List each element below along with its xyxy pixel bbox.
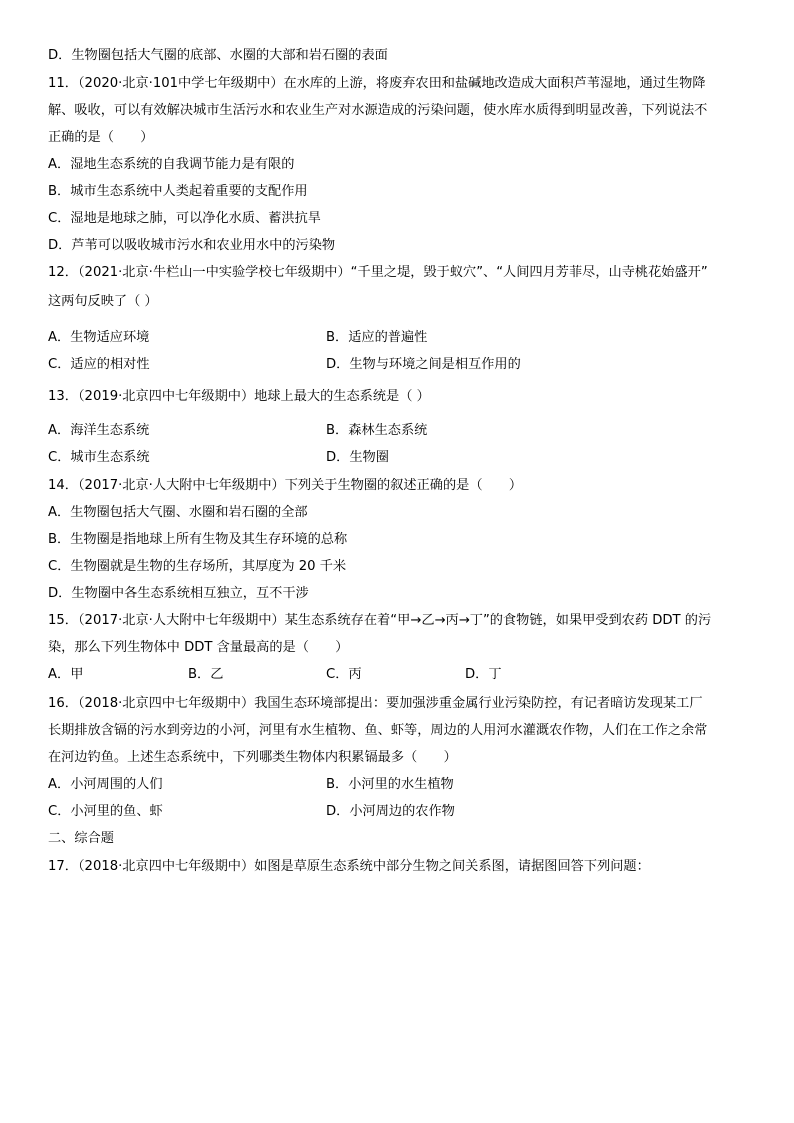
q16-options-row2 [48,802,754,822]
q16-option-d: D．小河周边的农作物 [326,804,455,819]
q15-option-c: C．丙 [326,667,362,682]
q16-option-a: A．小河周围的人们 [48,777,163,792]
section-heading: 二、综合题 [48,831,114,846]
q13-options-row2 [48,448,754,468]
q16-options-row1 [48,775,754,795]
q16-stem-line2: 长期排放含镉的污水到旁边的小河，河里有水生植物、鱼、虾等，周边的人用河水灌溉农作物，人们在工作之余常 [48,723,708,738]
q11-option-b: B．城市生态系统中人类起着重要的支配作用 [48,184,308,199]
q14-option-a: A．生物圈包括大气圈、水圈和岩石圈的全部 [48,505,308,520]
q14-option-d: D．生物圈中各生态系统相互独立，互不干涉 [48,586,309,601]
q12-option-c: C．适应的相对性 [48,357,150,372]
q11-stem-line1: 11．（2020·北京·101中学七年级期中）在水库的上游，将废弃农田和盐碱地改造成大面积芦苇湿地，通过生物降 [48,76,706,91]
q14-option-c: C．生物圈就是生物的生存场所，其厚度为 20 千米 [48,559,347,574]
option-d-prev: D．生物圈包括大气圈的底部、水圈的大部和岩石圈的表面 [48,48,388,63]
q12-options-row2 [48,355,754,375]
q16-option-b: B．小河里的水生植物 [326,777,454,792]
q11-stem-line3: 正确的是（ ） [48,130,154,145]
q12-option-b: B．适应的普遍性 [326,330,428,345]
q13-options-row1 [48,421,754,441]
q15-option-b: B．乙 [188,667,224,682]
q16-stem-line3: 在河边钓鱼。上述生态系统中，下列哪类生物体内积累镉最多（ ） [48,750,457,765]
q13-option-a: A．海洋生态系统 [48,423,150,438]
q13-stem: 13．（2019·北京四中七年级期中）地球上最大的生态系统是（ ） [48,389,430,404]
q11-option-d: D．芦苇可以吸收城市污水和农业用水中的污染物 [48,238,336,253]
q14-option-b: B．生物圈是指地球上所有生物及其生存环境的总称 [48,532,348,547]
q12-option-a: A．生物适应环境 [48,330,150,345]
q13-option-c: C．城市生态系统 [48,450,150,465]
q11-option-c: C．湿地是地球之肺，可以净化水质、蓄洪抗旱 [48,211,321,226]
q14-stem: 14．（2017·北京·人大附中七年级期中）下列关于生物圈的叙述正确的是（ ） [48,478,523,493]
q12-stem-line1: 12．（2021·北京·牛栏山一中实验学校七年级期中）“千里之堤，毁于蚁穴”、“人间四月芳菲尽，山寺桃花始盛开” [48,265,708,280]
q13-option-d: D．生物圈 [326,450,389,465]
q12-options-row1 [48,328,754,348]
q11-stem-line2: 解、吸收，可以有效解决城市生活污水和农业生产对水源造成的污染问题，使水库水质得到明显改善，下列说法不 [48,103,708,118]
q15-stem-line2: 染，那么下列生物体中 DDT 含量最高的是（ ） [48,640,349,655]
q15-option-a: A．甲 [48,667,84,682]
q15-option-d: D．丁 [465,667,502,682]
q15-options-row [48,665,754,685]
q11-option-a: A．湿地生态系统的自我调节能力是有限的 [48,157,295,172]
q13-option-b: B．森林生态系统 [326,423,428,438]
q12-stem-line2: 这两句反映了（ ） [48,294,158,309]
q16-stem-line1: 16．（2018·北京四中七年级期中）我国生态环境部提出：要加强涉重金属行业污染防控，有记者暗访发现某工厂 [48,696,703,711]
q16-option-c: C．小河里的鱼、虾 [48,804,163,819]
q15-stem-line1: 15．（2017·北京·人大附中七年级期中）某生态系统存在着“甲→乙→丙→丁”的食物链，如果甲受到农药 DDT 的污 [48,613,712,628]
q17-stem: 17．（2018·北京四中七年级期中）如图是草原生态系统中部分生物之间关系图，请据图回答下列问题： [48,859,650,874]
q12-option-d: D．生物与环境之间是相互作用的 [326,357,521,372]
